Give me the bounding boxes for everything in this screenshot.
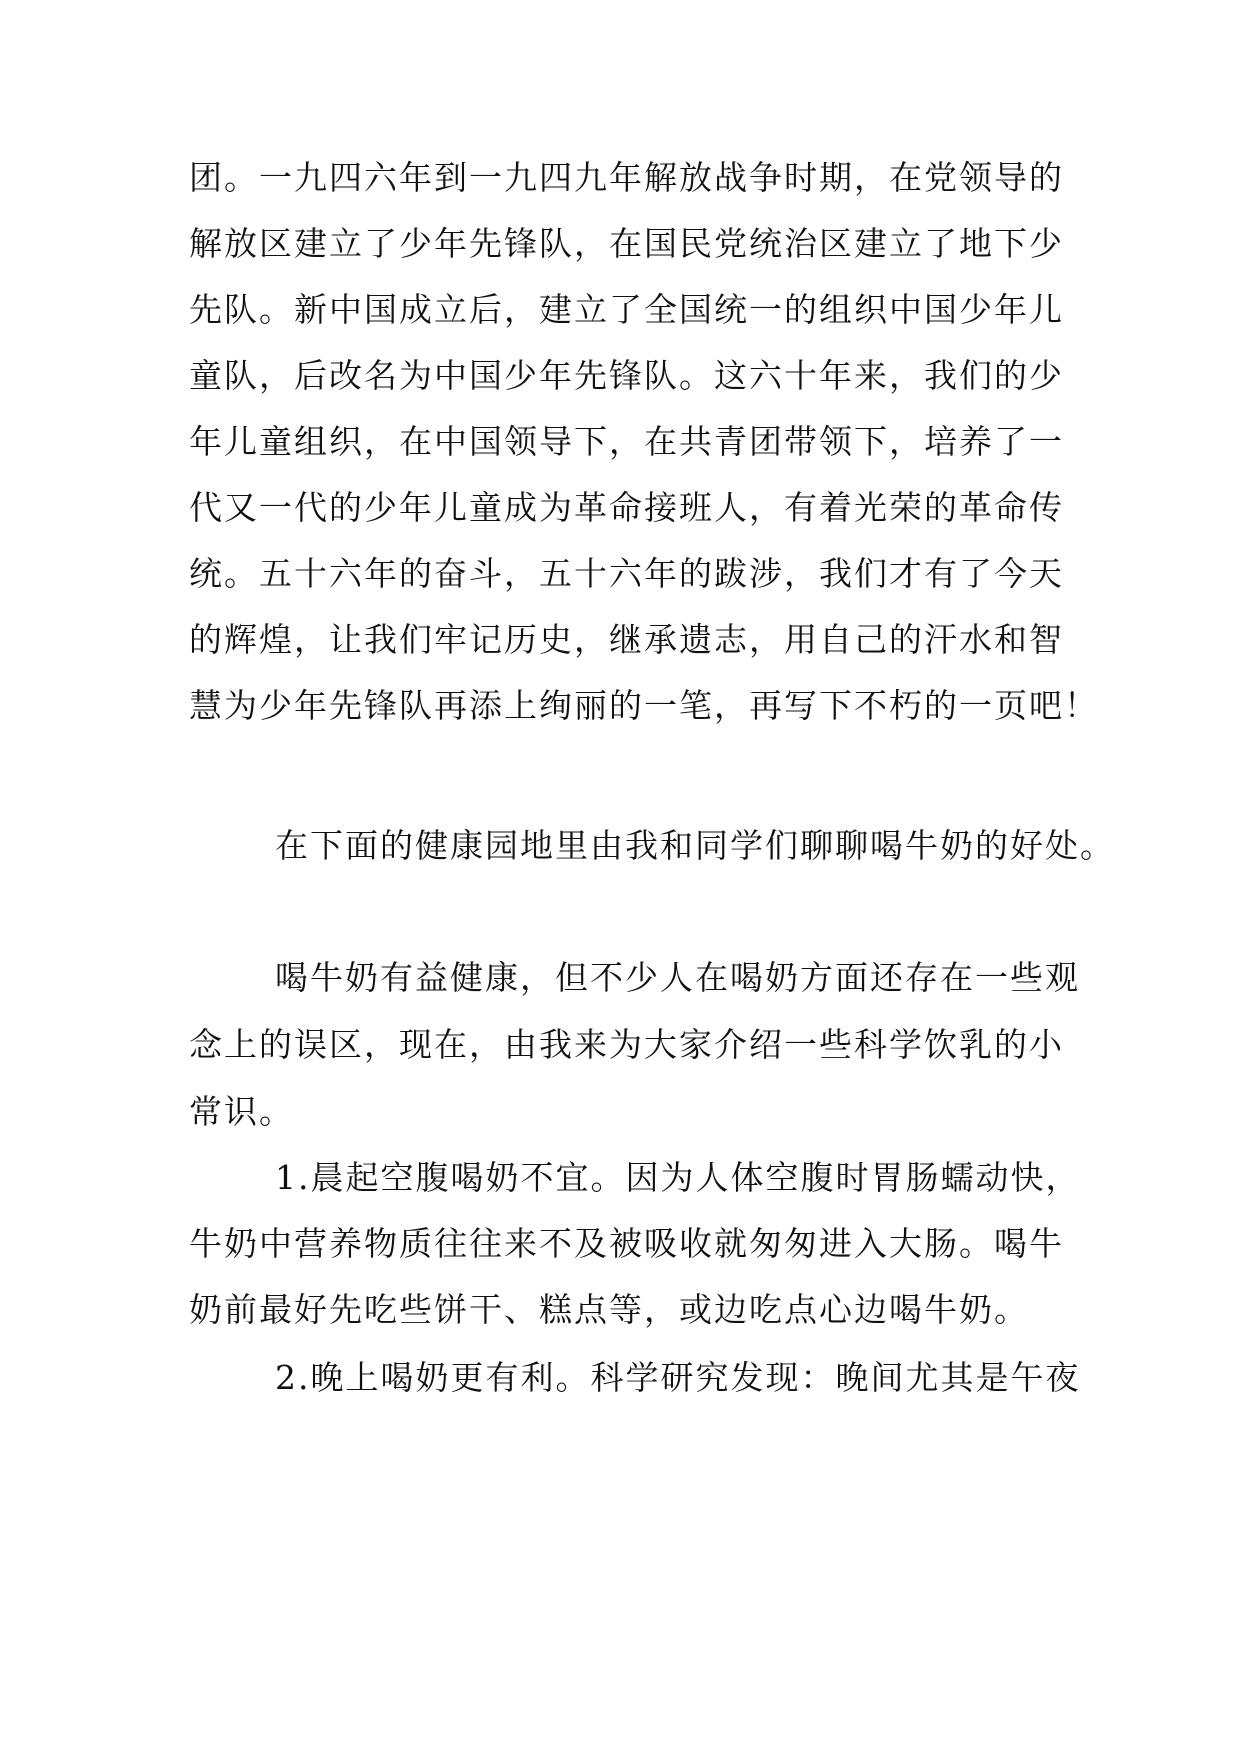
paragraph-2-line-1: 在下面的健康园地里由我和同学们聊聊喝牛奶的好处。 <box>275 826 1115 865</box>
paragraph-1-line-7: 统。五十六年的奋斗，五十六年的跋涉，我们才有了今天 <box>189 554 1064 593</box>
paragraph-5-line-1: 2.晚上喝奶更有利。科学研究发现：晚间尤其是午夜 <box>275 1358 1081 1397</box>
paragraph-4-line-1: 1.晨起空腹喝奶不宜。因为人体空腹时胃肠蠕动快， <box>275 1158 1081 1197</box>
paragraph-1-line-6: 代又一代的少年儿童成为革命接班人，有着光荣的革命传 <box>189 488 1064 527</box>
paragraph-3-line-1: 喝牛奶有益健康，但不少人在喝奶方面还存在一些观 <box>275 958 1080 997</box>
paragraph-4-line-3: 奶前最好先吃些饼干、糕点等，或边吃点心边喝牛奶。 <box>189 1290 1029 1329</box>
paragraph-3-line-3: 常识。 <box>189 1092 294 1131</box>
paragraph-1-line-2: 解放区建立了少年先锋队，在国民党统治区建立了地下少 <box>189 224 1064 263</box>
paragraph-1-line-1: 团。一九四六年到一九四九年解放战争时期，在党领导的 <box>189 158 1064 197</box>
paragraph-4-line-2: 牛奶中营养物质往往来不及被吸收就匆匆进入大肠。喝牛 <box>189 1224 1064 1263</box>
paragraph-3-line-2: 念上的误区，现在，由我来为大家介绍一些科学饮乳的小 <box>189 1025 1064 1064</box>
paragraph-1-line-4: 童队，后改名为中国少年先锋队。这六十年来，我们的少 <box>189 356 1064 395</box>
paragraph-1-line-8: 的辉煌，让我们牢记历史，继承遗志，用自己的汗水和智 <box>189 620 1064 659</box>
paragraph-1-line-5: 年儿童组织，在中国领导下，在共青团带领下，培养了一 <box>189 422 1064 461</box>
paragraph-1-line-9: 慧为少年先锋队再添上绚丽的一笔，再写下不朽的一页吧！ <box>189 686 1099 725</box>
paragraph-1-line-3: 先队。新中国成立后，建立了全国统一的组织中国少年儿 <box>189 290 1064 329</box>
